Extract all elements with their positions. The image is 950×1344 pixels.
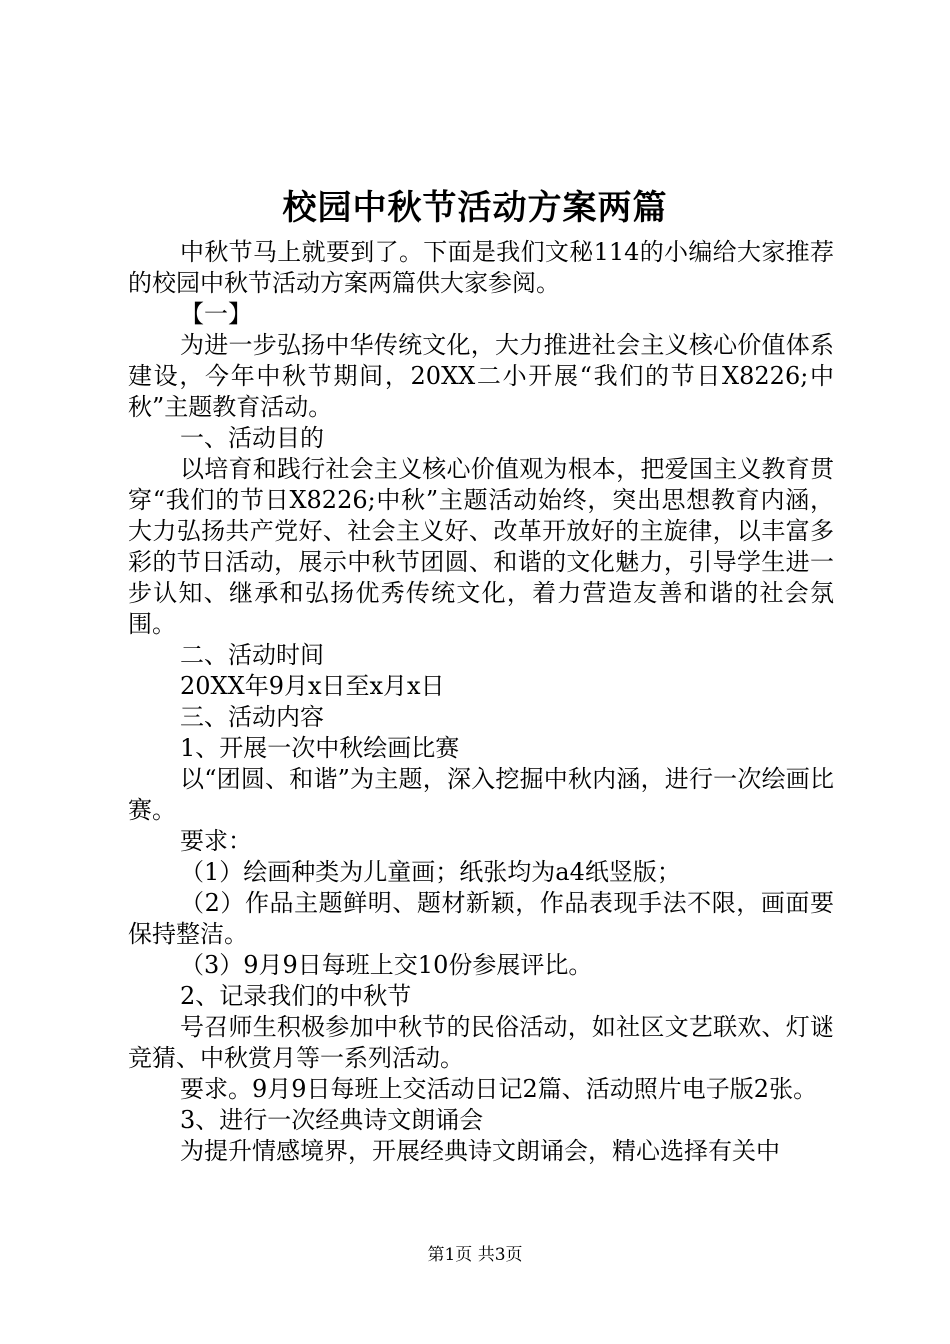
paragraph: 20XX年9月x日至x月x日 xyxy=(180,672,445,700)
paragraph: 以培育和践行社会主义核心价值观为根本，把爱国主义教育贯穿“我们的节日X8226;中秋”主题活动始终，突出思想教育内涵，大力弘扬共产党好、社会主义好、改革开放好的主旋律，以丰富多彩的节日活动，展示中秋节团圆、和谐的文化魅力，引导学生进一步认知、继承和弘扬优秀传统文化，着力营造友善和谐的社会氛围。 xyxy=(128,455,834,638)
section-heading: 一、活动目的 xyxy=(180,424,324,452)
paragraph: 要求： xyxy=(180,827,252,855)
section-marker: 【一】 xyxy=(180,300,252,328)
subheading: 3、进行一次经典诗文朗诵会 xyxy=(180,1106,484,1134)
page-footer: 第1页 共3页 xyxy=(427,1245,523,1265)
paragraph: 为进一步弘扬中华传统文化，大力推进社会主义核心价值体系建设，今年中秋节期间，20XX二小开展“我们的节日X8226;中秋”主题教育活动。 xyxy=(128,331,834,421)
document-title: 校园中秋节活动方案两篇 xyxy=(282,188,668,228)
document-body xyxy=(128,237,834,1167)
section-heading: 三、活动内容 xyxy=(180,703,324,731)
paragraph: 为提升情感境界，开展经典诗文朗诵会，精心选择有关中 xyxy=(180,1137,780,1165)
list-item: （3）9月9日每班上交10份参展评比。 xyxy=(180,951,593,979)
intro-paragraph: 中秋节马上就要到了。下面是我们文秘114的小编给大家推荐的校园中秋节活动方案两篇供大家参阅。 xyxy=(128,238,834,297)
subheading: 1、开展一次中秋绘画比赛 xyxy=(180,734,460,762)
list-item: （2）作品主题鲜明、题材新颖，作品表现手法不限，画面要保持整洁。 xyxy=(128,889,834,948)
paragraph: 要求。9月9日每班上交活动日记2篇、活动照片电子版2张。 xyxy=(180,1075,818,1103)
list-item: （1）绘画种类为儿童画；纸张均为a4纸竖版； xyxy=(180,858,681,886)
section-heading: 二、活动时间 xyxy=(180,641,324,669)
subheading: 2、记录我们的中秋节 xyxy=(180,982,412,1010)
paragraph: 号召师生积极参加中秋节的民俗活动，如社区文艺联欢、灯谜竞猜、中秋赏月等一系列活动。 xyxy=(128,1013,834,1072)
paragraph: 以“团圆、和谐”为主题，深入挖掘中秋内涵，进行一次绘画比赛。 xyxy=(128,765,834,824)
